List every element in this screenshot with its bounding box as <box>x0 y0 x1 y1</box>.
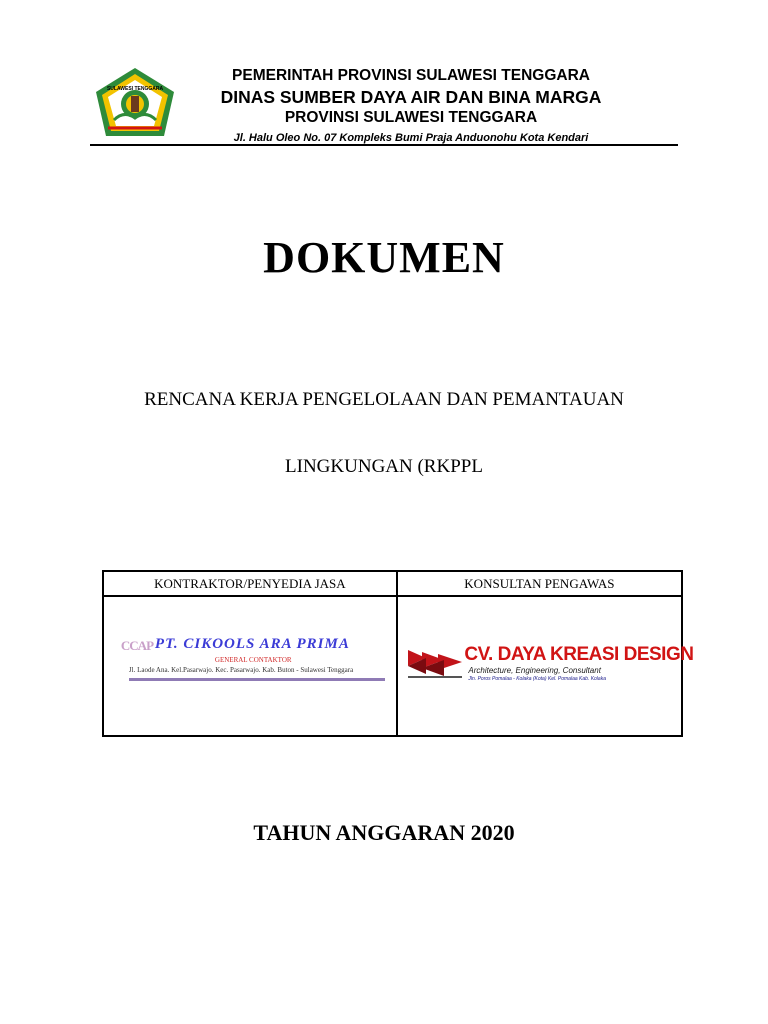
agency-government-line: PEMERINTAH PROVINSI SULAWESI TENGGARA <box>232 67 590 84</box>
contractor-cell <box>103 596 397 736</box>
contractor-mark: CCAP <box>120 638 154 653</box>
contractor-address: Jl. Laode Ana. Kel.Pasarwajo. Kec. Pasarwajo. Kab. Buton - Sulawesi Tenggara <box>128 666 354 674</box>
letterhead <box>90 62 678 146</box>
consultant-logo <box>408 644 694 688</box>
provincial-emblem-icon <box>94 66 176 140</box>
consultant-header: KONSULTAN PENGAWAS <box>397 571 682 596</box>
fiscal-year: TAHUN ANGGARAN 2020 <box>253 820 515 845</box>
contractor-header: KONTRAKTOR/PENYEDIA JASA <box>103 571 397 596</box>
agency-province: PROVINSI SULAWESI TENGGARA <box>284 109 538 126</box>
consultant-cell <box>397 596 694 736</box>
consultant-tagline: Architecture, Engineering, Consultant <box>468 666 601 675</box>
parties-table <box>102 570 694 737</box>
contractor-rule <box>129 678 385 681</box>
contractor-logo <box>115 636 385 696</box>
contractor-tagline: GENERAL CONTAKTOR <box>214 656 292 664</box>
consultant-address: Jln. Poros Pomalaa - Kolaka (Kota) Kel. Pomalaa Kab. Kolaka <box>468 676 606 682</box>
agency-name: DINAS SUMBER DAYA AIR DAN BINA MARGA <box>220 87 602 107</box>
pennant-flags-icon <box>408 646 464 680</box>
emblem-text: SULAWESI TENGGARA <box>106 86 164 92</box>
document-title: DOKUMEN <box>263 233 505 282</box>
agency-address: Jl. Halu Oleo No. 07 Kompleks Bumi Praja Anduonohu Kota Kendari <box>233 132 589 144</box>
consultant-name: CV. DAYA KREASI DESIGN <box>464 644 694 665</box>
document-subtitle-line2: LINGKUNGAN (RKPPL <box>285 456 483 477</box>
document-subtitle-line1: RENCANA KERJA PENGELOLAAN DAN PEMANTAUAN <box>144 389 624 410</box>
contractor-name: PT. CIKOOLS ARA PRIMA <box>154 636 350 652</box>
